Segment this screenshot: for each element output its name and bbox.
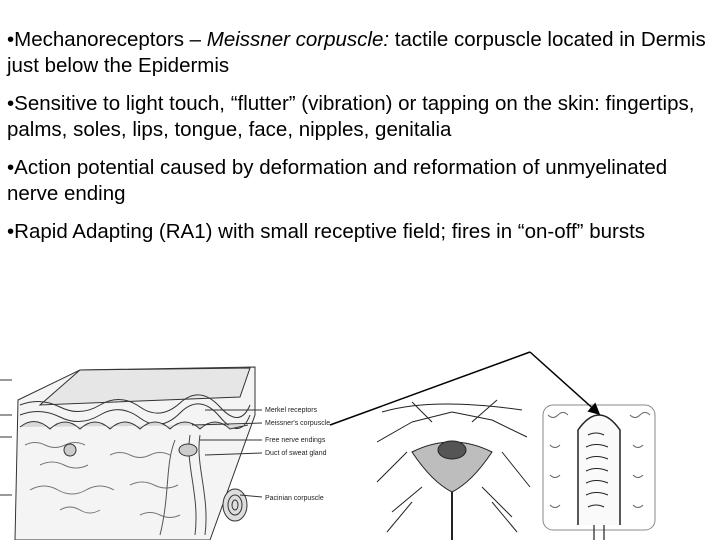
bullet-sensitivity: [7, 91, 715, 143]
label-meissners-corpuscle: Meissner's corpuscle: [265, 420, 331, 427]
bullet-mechanoreceptors: [7, 27, 715, 79]
label-free-nerve-endings: Free nerve endings: [265, 437, 326, 444]
label-merkel-receptors: Merkel receptors: [265, 407, 318, 414]
meissner-corpuscle-detail-illustration: [538, 395, 660, 540]
bullet-text: tactile corpuscle located in Dermis just below the Epidermis: [7, 28, 706, 77]
skin-cross-section-illustration: [0, 345, 370, 540]
bullet-action-potential: [7, 155, 715, 207]
bullet-text: •Sensitive to light touch, “flutter” (vibration) or tapping on the skin: fingertips, palms, soles, lips, tongue, face, nipples, genitalia: [7, 92, 695, 141]
bullet-list: [7, 27, 715, 257]
merkel-cell-detail-illustration: [372, 392, 532, 540]
bullet-text: •Mechanoreceptors –: [7, 28, 207, 51]
bullet-text: •Action potential caused by deformation and reformation of unmyelinated nerve ending: [7, 156, 668, 205]
bullet-italic-text: Meissner corpuscle:: [206, 28, 390, 51]
label-pacinian-corpuscle: Pacinian corpuscle: [265, 495, 324, 502]
bullet-text: •Rapid Adapting (RA1) with small receptive field; fires in “on-off” bursts: [7, 220, 646, 243]
label-duct-of-sweat-gland: Duct of sweat gland: [265, 450, 327, 457]
bullet-rapid-adapting: [7, 219, 715, 245]
